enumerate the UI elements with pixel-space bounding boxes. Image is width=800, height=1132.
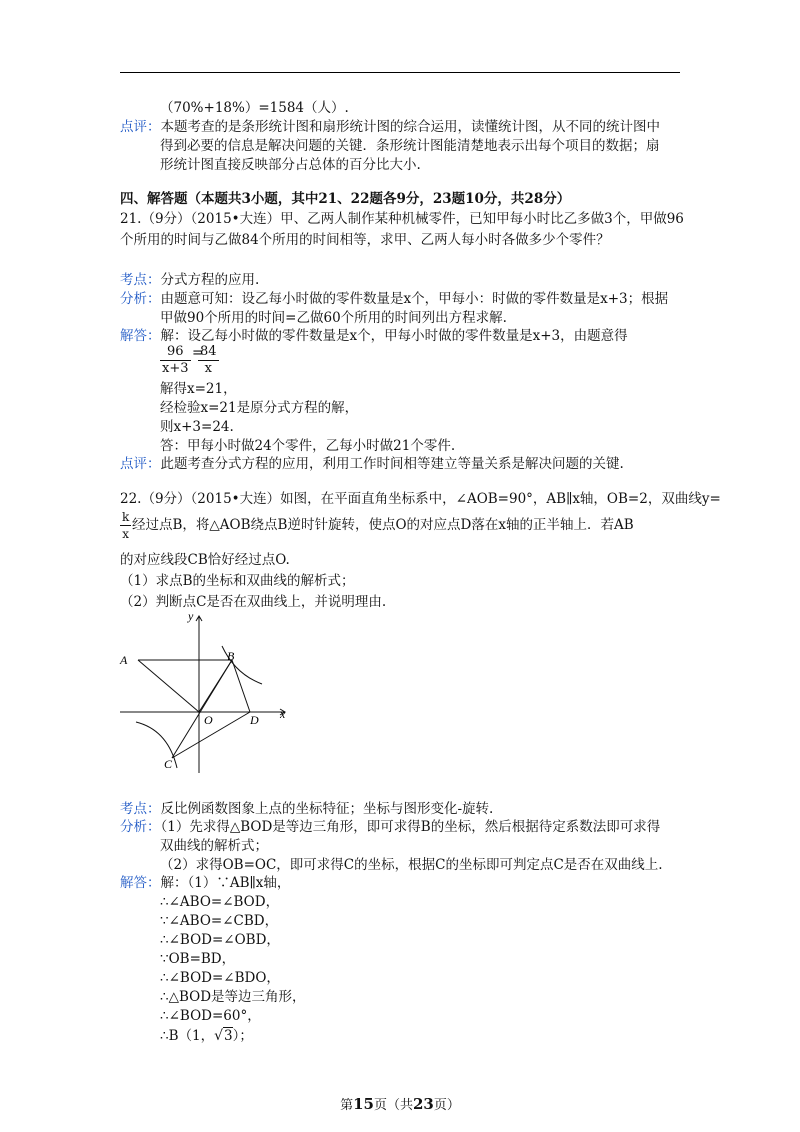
page-footer: 第15页（共23页） [340, 1095, 460, 1113]
q22-kaodian: 考点：反比例函数图象上点的坐标特征；坐标与图形变化-旋转. [120, 801, 494, 817]
q21-analysis-2: 甲做90个所用的时间=乙做60个所用的时间列出方程求解. [160, 310, 507, 326]
prev-comment-line-2: 得到必要的信息是解决问题的关键．条形统计图能清楚地表示出每个项目的数据；扇 [160, 138, 660, 154]
segment-bc [172, 660, 232, 758]
q21-step-1: 解得x=21， [160, 381, 237, 397]
q22-step-3: ∴∠BOD=∠OBD， [160, 932, 280, 948]
q22-step-6: ∴△BOD是等边三角形， [160, 989, 306, 1005]
q22-step-8: ∴B（1，√3）； [160, 1028, 253, 1044]
q21-analysis-1: 分析：由题意可知：设乙每小时做的零件数量是x个，甲每小：时做的零件数量是x+3；根据 [120, 291, 669, 307]
q21-solution-1: 解答：解：设乙每小时做的零件数量是x个，甲每小时做的零件数量是x+3，由题意得 [120, 328, 628, 344]
q21-fraction-right: $\frac{84}{x}$ [200, 344, 217, 376]
geometry-figure [110, 608, 300, 778]
q22-analysis-1: 分析：（1）先求得△BOD是等边三角形，即可求得B的坐标，然后根据待定系数法即可求得 [120, 819, 661, 835]
label-a: A [120, 653, 128, 667]
label-o: O [204, 713, 213, 727]
q22-part-2: （2）判断点C是否在双曲线上，并说明理由. [120, 594, 387, 610]
q22-analysis-2: 双曲线的解析式； [160, 838, 268, 854]
segment-ao [138, 660, 199, 712]
q22-step-1: ∴∠ABO=∠BOD， [160, 894, 280, 910]
label-d: D [250, 713, 259, 727]
q22-step-7: ∴∠BOD=60°， [160, 1008, 261, 1024]
header-rule [120, 72, 680, 73]
q21-fraction-left: $\frac{96}{x+3}$ [162, 344, 189, 376]
q21-step-3: 则x+3=24. [160, 419, 234, 435]
prev-answer-line: （70%+18%）=1584（人）. [160, 100, 349, 116]
section-heading: 四、解答题（本题共3小题，其中21、22题各9分，23题10分，共28分） [120, 191, 571, 207]
q22-line-2: 经过点B，将△AOB绕点B逆时针旋转，使点O的对应点D落在x轴的正半轴上．若AB [132, 517, 634, 533]
q21-kaodian: 考点：分式方程的应用. [120, 272, 260, 288]
q22-part-1: （1）求点B的坐标和双曲线的解析式； [120, 573, 355, 589]
label-y: y [188, 609, 194, 623]
q22-solution-1: 解答：解：（1）∵AB∥x轴， [120, 875, 291, 891]
label-b: B [227, 649, 235, 663]
q21-line-1: 21.（9分）（2015•大连）甲、乙两人制作某种机械零件，已知甲每小时比乙多做3个，甲做96 [120, 211, 684, 227]
label-x: x [280, 707, 286, 721]
q22-fraction-k-over-x: $\frac{k}{x}$ [122, 510, 130, 541]
q22-analysis-3: （2）求得OB=OC，即可求得C的坐标，根据C的坐标即可判定点C是否在双曲线上. [160, 857, 663, 873]
q22-line-1: 22.（9分）（2015•大连）如图，在平面直角坐标系中，∠AOB=90°，AB∥x轴，OB=2，双曲线y= [120, 491, 721, 507]
q22-step-5: ∴∠BOD=∠BDO， [160, 970, 280, 986]
q21-comment: 点评：此题考查分式方程的应用，利用工作时间相等建立等量关系是解决问题的关键. [120, 456, 624, 472]
q21-step-4: 答：甲每小时做24个零件，乙每小时做21个零件. [160, 438, 456, 454]
q21-equals: = [192, 345, 204, 361]
prev-comment-line-1: 点评：本题考查的是条形统计图和扇形统计图的综合运用，读懂统计图，从不同的统计图中 [120, 119, 660, 135]
segment-bd [232, 660, 250, 712]
label-c: C [164, 757, 173, 771]
comment-label: 点评： [120, 119, 161, 135]
q21-line-2: 个所用的时间与乙做84个所用的时间相等，求甲、乙两人每小时各做多少个零件？ [120, 232, 610, 248]
q22-step-4: ∵OB=BD， [160, 951, 236, 967]
q21-step-2: 经检验x=21是原分式方程的解， [160, 400, 359, 416]
q22-line-3: 的对应线段CB恰好经过点O. [120, 552, 290, 568]
q22-step-2: ∵∠ABO=∠CBD， [160, 913, 279, 929]
prev-comment-line-3: 形统计图直接反映部分占总体的百分比大小. [160, 157, 421, 173]
